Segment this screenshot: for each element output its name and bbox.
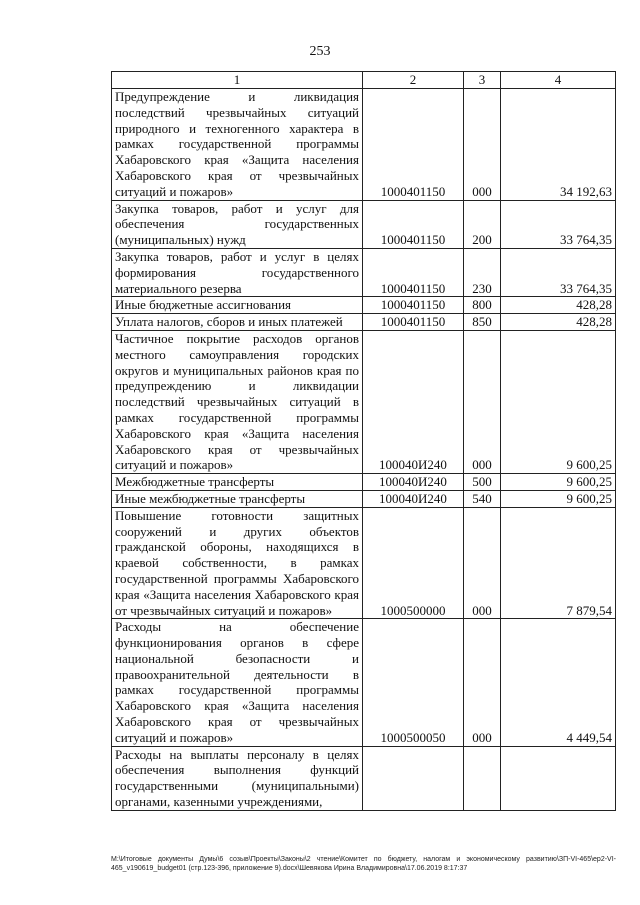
- row-target-code: 1000401150: [363, 297, 464, 314]
- table-row: [112, 474, 616, 491]
- row-target-code: 1000401150: [363, 248, 464, 296]
- row-expense-kind: 000: [464, 89, 501, 201]
- row-amount: 9 600,25: [501, 330, 616, 473]
- table-row: [112, 746, 616, 810]
- row-target-code: 1000500050: [363, 619, 464, 746]
- table-row: [112, 619, 616, 746]
- row-description: Повышение готовности защитных сооружений и других объектов гражданской обороны, находящихся в краевой собственности, в рамках государственной программы Хабаровского края «Защита населения Хабаровского края от чрезвычайных ситуаций и пожаров»: [112, 507, 363, 619]
- row-target-code: 1000401150: [363, 89, 464, 201]
- row-expense-kind: 500: [464, 474, 501, 491]
- row-description: Расходы на выплаты персоналу в целях обеспечения выполнения функций государственными (муниципальными) органами, казенными учреждениями,: [112, 746, 363, 810]
- row-target-code: [363, 746, 464, 810]
- header-cell: 4: [501, 72, 616, 89]
- row-amount: 34 192,63: [501, 89, 616, 201]
- table-row: [112, 200, 616, 248]
- row-description: Закупка товаров, работ и услуг для обеспечения государственных (муниципальных) нужд: [112, 200, 363, 248]
- row-description: Расходы на обеспечение функционирования органов в сфере национальной безопасности и правоохранительной деятельности в рамках государственной программы Хабаровского края «Защита населения Хабаровского края от чрезвычайных ситуаций и пожаров»: [112, 619, 363, 746]
- table-row: [112, 248, 616, 296]
- row-amount: 428,28: [501, 314, 616, 331]
- row-expense-kind: 000: [464, 330, 501, 473]
- row-description: Закупка товаров, работ и услуг в целях формирования государственного материального резерва: [112, 248, 363, 296]
- row-amount: 7 879,54: [501, 507, 616, 619]
- table-row: [112, 89, 616, 201]
- table-header-row: [112, 72, 616, 89]
- row-amount: 4 449,54: [501, 619, 616, 746]
- row-expense-kind: 540: [464, 490, 501, 507]
- row-amount: 33 764,35: [501, 200, 616, 248]
- row-expense-kind: 000: [464, 507, 501, 619]
- row-description: Иные бюджетные ассигнования: [112, 297, 363, 314]
- row-description: Предупреждение и ликвидация последствий чрезвычайных ситуаций природного и техногенного характера в рамках государственной программы Хабаровского края «Защита населения Хабаровского края от чрезвычайных ситуаций и пожаров»: [112, 89, 363, 201]
- page-number: 253: [309, 44, 331, 59]
- row-expense-kind: 850: [464, 314, 501, 331]
- row-target-code: 1000401150: [363, 314, 464, 331]
- row-amount: [501, 746, 616, 810]
- row-expense-kind: [464, 746, 501, 810]
- header-cell: 1: [112, 72, 363, 89]
- row-expense-kind: 800: [464, 297, 501, 314]
- row-description: Уплата налогов, сборов и иных платежей: [112, 314, 363, 331]
- row-amount: 9 600,25: [501, 474, 616, 491]
- table-row: [112, 297, 616, 314]
- row-description: Частичное покрытие расходов органов местного самоуправления городских округов и муниципальных районов края по предупреждению и ликвидации последствий чрезвычайных ситуаций в рамках государственной программы Хабаровского края «Защита населения Хабаровского края от чрезвычайных ситуаций и пожаров»: [112, 330, 363, 473]
- row-amount: 428,28: [501, 297, 616, 314]
- table-row: [112, 314, 616, 331]
- row-target-code: 1000401150: [363, 200, 464, 248]
- row-target-code: 100040И240: [363, 474, 464, 491]
- row-description: Межбюджетные трансферты: [112, 474, 363, 491]
- row-amount: 9 600,25: [501, 490, 616, 507]
- budget-table: [111, 71, 616, 811]
- header-cell: 3: [464, 72, 501, 89]
- table-row: [112, 330, 616, 473]
- header-cell: 2: [363, 72, 464, 89]
- table-row: [112, 507, 616, 619]
- row-target-code: 100040И240: [363, 490, 464, 507]
- footer-file-path: М:\Итоговые документы Думы\6 созыв\Проекты\Законы\2 чтение\Комитет по бюджету, налогам и экономическому развитию\ЗП-VI-465\ер2-VI-465_v190619_budget01 (стр.123-396, приложение 9).docx\Шевякова Ирина Владимировна\17.06.2019 8:17:37: [111, 856, 616, 872]
- row-expense-kind: 000: [464, 619, 501, 746]
- row-expense-kind: 200: [464, 200, 501, 248]
- row-expense-kind: 230: [464, 248, 501, 296]
- row-description: Иные межбюджетные трансферты: [112, 490, 363, 507]
- table-row: [112, 490, 616, 507]
- row-target-code: 1000500000: [363, 507, 464, 619]
- row-amount: 33 764,35: [501, 248, 616, 296]
- row-target-code: 100040И240: [363, 330, 464, 473]
